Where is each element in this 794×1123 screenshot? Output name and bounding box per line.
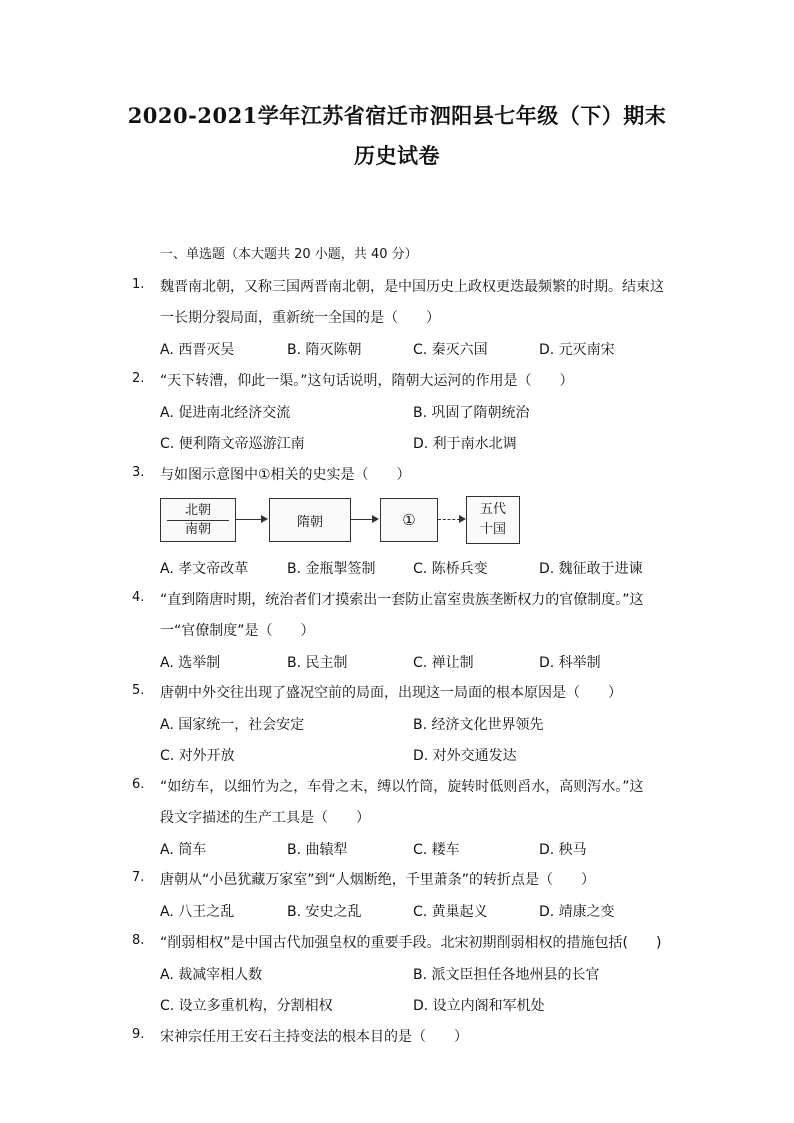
arrow-head bbox=[459, 515, 466, 523]
option-d: D. 对外交通发达 bbox=[413, 748, 517, 764]
question-text: 宋神宗任用王安石主持变法的根本目的是（ ） bbox=[160, 1029, 468, 1045]
question-text: “天下转漕，仰此一渠。”这句话说明，隋朝大运河的作用是（ ） bbox=[160, 373, 574, 389]
option-a: A. 孝文帝改革 bbox=[160, 561, 249, 577]
history-flow-diagram bbox=[160, 496, 506, 544]
box-north-south-dynasties bbox=[160, 498, 236, 542]
page-subtitle: 历史试卷 bbox=[354, 143, 440, 168]
arrow-line bbox=[236, 519, 262, 520]
option-b: B. 民主制 bbox=[287, 655, 348, 671]
option-d: D. 元灭南宋 bbox=[539, 342, 615, 358]
arrow-head bbox=[261, 515, 268, 523]
option-a: A. 选举制 bbox=[160, 655, 221, 671]
question-text: “直到隋唐时期，统治者们才摸索出一套防止富室贵族垄断权力的官僚制度。”这 bbox=[160, 592, 644, 608]
option-b: B. 经济文化世界领先 bbox=[413, 717, 544, 733]
question-text: “削弱相权”是中国古代加强皇权的重要手段。北宋初期削弱相权的措施包括( ) bbox=[160, 935, 662, 951]
option-a: A. 促进南北经济交流 bbox=[160, 405, 291, 421]
question-number: 5. bbox=[132, 683, 145, 698]
question-number: 6. bbox=[132, 777, 145, 792]
question-text: 唐朝从“小邑犹藏万家室”到“人烟断绝，千里萧条”的转折点是（ ） bbox=[160, 872, 596, 888]
arrow-head bbox=[372, 515, 379, 523]
option-a: A. 西晋灭吴 bbox=[160, 342, 235, 358]
arrow-line-dashed bbox=[438, 519, 460, 520]
box-label: 五代 bbox=[479, 502, 506, 517]
option-c: C. 便利隋文帝巡游江南 bbox=[160, 436, 305, 452]
question-number: 1. bbox=[132, 277, 145, 292]
question-text: 与如图示意图中①相关的史实是（ ） bbox=[160, 467, 411, 483]
box-blank-1: ① bbox=[380, 498, 438, 542]
question-number: 9. bbox=[132, 1027, 145, 1042]
question-text: 一长期分裂局面，重新统一全国的是（ ） bbox=[160, 310, 440, 326]
question-text: 唐朝中外交往出现了盛况空前的局面，出现这一局面的根本原因是（ ） bbox=[160, 685, 622, 701]
question-number: 3. bbox=[132, 465, 145, 480]
option-b: B. 派文臣担任各地州县的长官 bbox=[413, 967, 600, 983]
option-d: D. 利于南水北调 bbox=[413, 436, 517, 452]
box-label: 十国 bbox=[479, 522, 506, 537]
box-label: 北朝 bbox=[184, 502, 211, 518]
question-number: 7. bbox=[132, 870, 145, 885]
option-d: D. 秧马 bbox=[539, 842, 587, 858]
page-title: 2020-2021学年江苏省宿迁市泗阳县七年级（下）期末 bbox=[127, 103, 667, 128]
question-number: 8. bbox=[132, 933, 145, 948]
box-five-dynasties bbox=[466, 496, 520, 544]
option-c: C. 秦灭六国 bbox=[413, 342, 488, 358]
section-heading: 一、单选题（本大题共 20 小题，共 40 分） bbox=[160, 247, 418, 262]
question-text: “如纺车，以细竹为之，车骨之末，缚以竹筒，旋转时低则舀水，高则泻水。”这 bbox=[160, 779, 644, 795]
box-label: 南朝 bbox=[184, 521, 211, 537]
option-b: B. 安史之乱 bbox=[287, 904, 362, 920]
option-a: A. 国家统一，社会安定 bbox=[160, 717, 305, 733]
question-number: 4. bbox=[132, 590, 145, 605]
option-c: C. 耧车 bbox=[413, 842, 460, 858]
question-number: 2. bbox=[132, 371, 145, 386]
question-text: 魏晋南北朝，又称三国两晋南北朝，是中国历史上政权更迭最频繁的时期。结束这 bbox=[160, 279, 664, 295]
question-text: 段文字描述的生产工具是（ ） bbox=[160, 810, 370, 826]
option-b: B. 曲辕犁 bbox=[287, 842, 348, 858]
option-b: B. 隋灭陈朝 bbox=[287, 342, 362, 358]
option-c: C. 黄巢起义 bbox=[413, 904, 488, 920]
option-c: C. 禅让制 bbox=[413, 655, 474, 671]
option-d: D. 靖康之变 bbox=[539, 904, 615, 920]
option-a: A. 八王之乱 bbox=[160, 904, 235, 920]
option-c: C. 设立多重机构，分割相权 bbox=[160, 998, 333, 1014]
option-d: D. 设立内阁和军机处 bbox=[413, 998, 545, 1014]
option-d: D. 科举制 bbox=[539, 655, 601, 671]
option-d: D. 魏征敢于进谏 bbox=[539, 561, 643, 577]
option-b: B. 金瓶掣签制 bbox=[287, 561, 376, 577]
option-a: A. 筒车 bbox=[160, 842, 207, 858]
option-c: C. 陈桥兵变 bbox=[413, 561, 488, 577]
arrow-line bbox=[351, 519, 373, 520]
option-b: B. 巩固了隋朝统治 bbox=[413, 405, 530, 421]
option-c: C. 对外开放 bbox=[160, 748, 235, 764]
question-text: 一“官僚制度”是（ ） bbox=[160, 623, 315, 639]
box-sui-dynasty: 隋朝 bbox=[269, 498, 351, 542]
option-a: A. 裁减宰相人数 bbox=[160, 967, 263, 983]
